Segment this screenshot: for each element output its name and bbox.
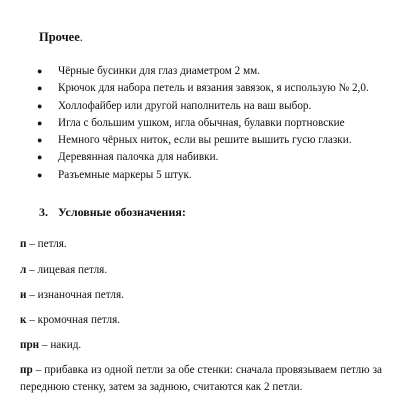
bullet-icon: ●: [37, 100, 43, 111]
bullet-icon: ●: [37, 152, 43, 163]
list-item-text: Игла с большим ушком, игла обычная, булавки портновские: [58, 116, 345, 129]
legend-term: пр: [20, 364, 33, 376]
list-item-text: Крючок для набора петель и вязания завязок, я использую № 2,0.: [58, 82, 369, 95]
list-item-text: Чёрные бусинки для глаз диаметром 2 мм.: [58, 65, 261, 77]
list-item: [36, 80, 396, 97]
list-item: [36, 98, 396, 115]
section-title-dot: .: [79, 30, 83, 44]
bullet-icon: ●: [37, 66, 43, 76]
legend-entry: [20, 236, 382, 253]
legend-heading: [39, 205, 186, 220]
legend-term: п: [20, 238, 27, 250]
legend-number: 3.: [39, 205, 48, 219]
list-item-text: Холлофайбер или другой наполнитель на ваш выбор.: [58, 99, 312, 112]
section-title: [39, 30, 83, 45]
section-title-text: Прочее: [39, 30, 80, 44]
legend-term: и: [20, 289, 27, 301]
legend-entry: [20, 362, 382, 396]
list-item: [36, 115, 396, 132]
list-item: [36, 167, 396, 184]
legend-description: – накид.: [39, 339, 82, 351]
legend-entry: [20, 312, 382, 329]
legend-description: – изнаночная петля.: [26, 289, 124, 301]
legend-description: – кромочная петля.: [26, 314, 121, 326]
legend-description: – прибавка из одной петли за обе стенки: сначала провязываем петлю за переднюю стенку, затем за заднюю, считаются как 2 петли.: [20, 364, 382, 393]
legend-entry: [20, 337, 382, 354]
list-item: [36, 132, 396, 149]
bullet-icon: ●: [37, 135, 43, 146]
legend-description: – петля.: [26, 238, 67, 250]
list-item: [36, 63, 396, 80]
bullet-icon: ●: [37, 83, 43, 94]
legend-entry: [20, 287, 382, 304]
list-item-text: Разъемные маркеры 5 штук.: [58, 168, 192, 181]
legend-title: Условные обозначения:: [58, 205, 186, 219]
legend-description: – лицевая петля.: [26, 264, 108, 276]
legend-term: л: [20, 264, 27, 276]
legend-term: прн: [20, 339, 40, 351]
list-item-text: Деревянная палочка для набивки.: [58, 151, 219, 164]
bullet-icon: ●: [37, 117, 43, 128]
legend-term: к: [20, 314, 27, 326]
legend-entry: [20, 262, 382, 279]
bullet-icon: ●: [37, 169, 43, 180]
list-item-text: Немного чёрных ниток, если вы решите вышить гусю глазки.: [58, 134, 352, 147]
materials-list: [36, 63, 396, 184]
list-item: [36, 149, 396, 166]
